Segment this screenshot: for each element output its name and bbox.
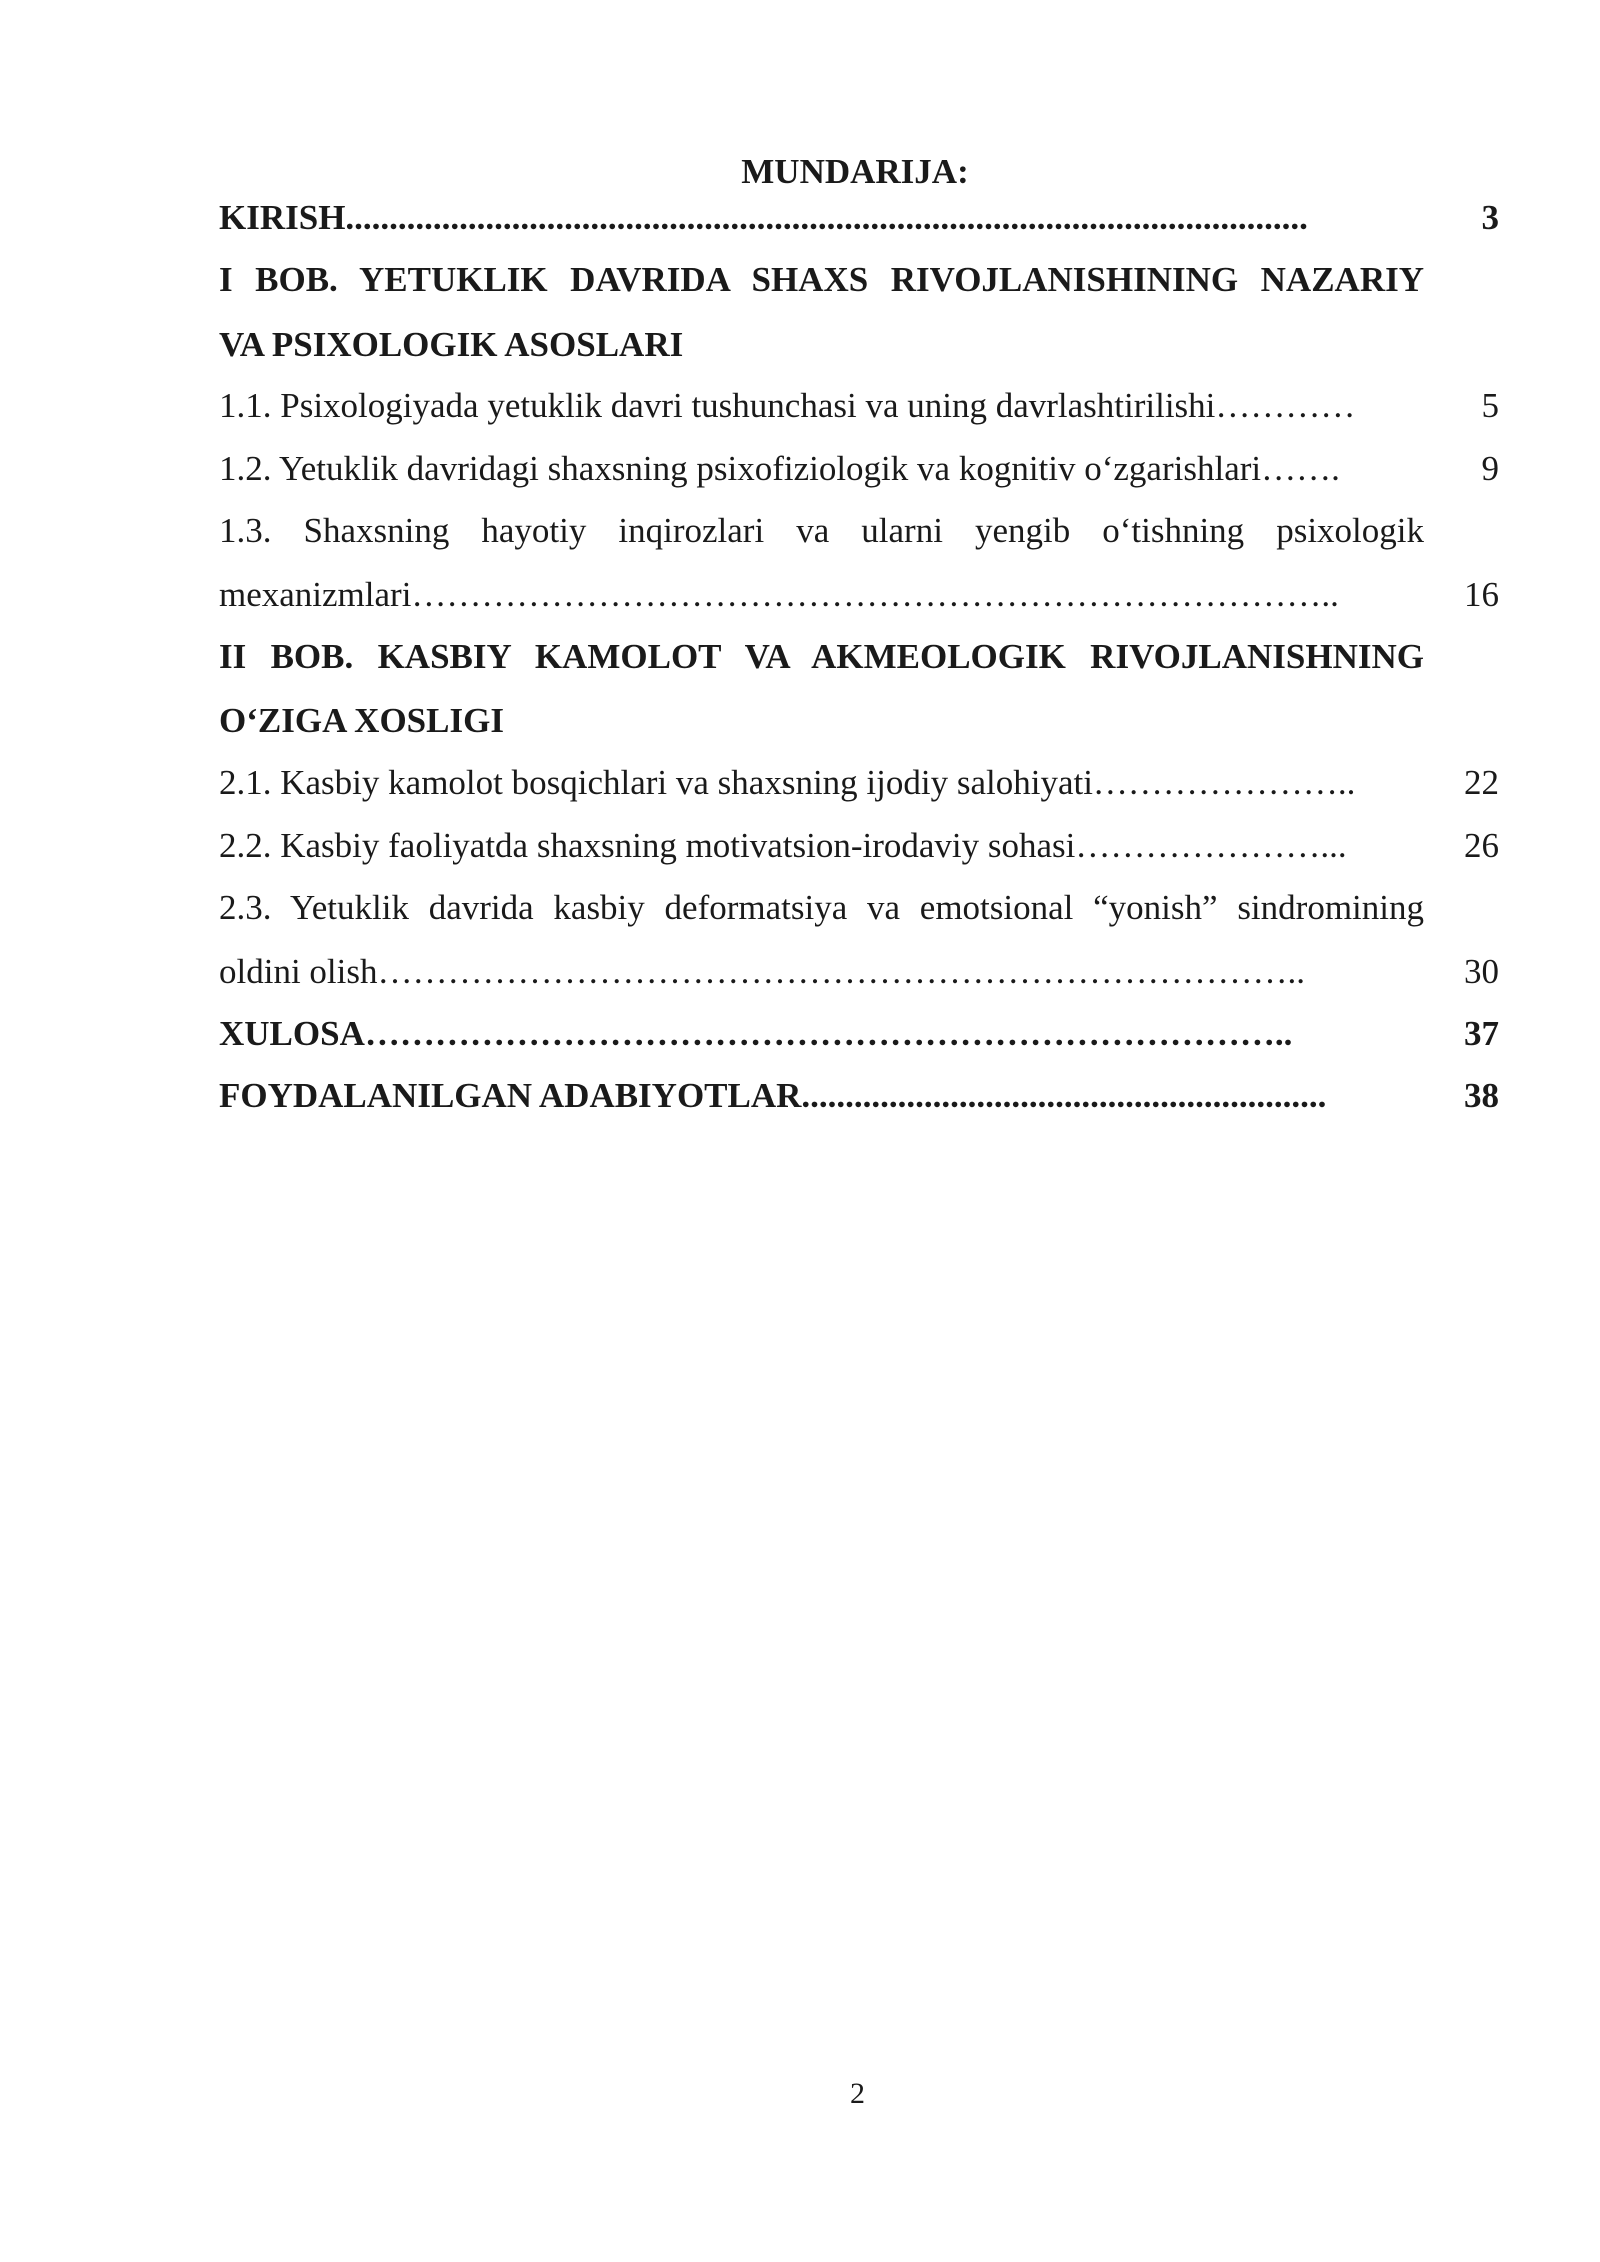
page-number: 2 <box>850 2077 865 2110</box>
toc-heading-chapter-1-line-2[interactable] <box>219 323 1499 367</box>
toc-entry-page: 5 <box>1481 386 1499 425</box>
toc-entry-text: FOYDALANILGAN ADABIYOTLAR............................................................ <box>219 1076 1327 1115</box>
toc-entry-text: 1.3. Shaxsning hayotiy inqirozlari va ularni yengib o‘tishning psixologik <box>219 511 1424 550</box>
toc-entry-text: oldini olish…………………………………………………………………….. <box>219 952 1305 991</box>
toc-entry-text: 1.1. Psixologiyada yetuklik davri tushunchasi va uning davrlashtirilishi………… <box>219 386 1356 425</box>
toc-entry-page: 16 <box>1464 575 1499 614</box>
toc-entry-1-1[interactable] <box>219 384 1499 428</box>
page-title: MUNDARIJA: <box>741 152 969 191</box>
toc-entry-page: 9 <box>1481 449 1499 488</box>
toc-entry-2-1[interactable] <box>219 761 1499 805</box>
toc-entry-text: O‘ZIGA XOSLIGI <box>219 701 504 740</box>
toc-entry-2-2[interactable] <box>219 824 1499 868</box>
toc-entry-text: mexanizmlari…………………………………………………………………….. <box>219 575 1339 614</box>
toc-entry-page: 38 <box>1464 1076 1499 1115</box>
toc-heading-chapter-2-line-1[interactable] <box>219 635 1499 679</box>
toc-entry-2-3-line-1[interactable] <box>219 886 1499 930</box>
toc-entry-text: I BOB. YETUKLIK DAVRIDA SHAXS RIVOJLANISHINING NAZARIY <box>219 260 1424 299</box>
toc-entry-text: XULOSA…………………………………………………………………….. <box>219 1014 1293 1053</box>
toc-entry-1-3-line-2[interactable] <box>219 573 1499 617</box>
toc-entry-kirish[interactable] <box>219 196 1499 240</box>
toc-heading-chapter-1-line-1[interactable] <box>219 258 1499 302</box>
toc-entry-text: 1.2. Yetuklik davridagi shaxsning psixofiziologik va kognitiv o‘zgarishlari……. <box>219 449 1340 488</box>
toc-heading-chapter-2-line-2[interactable] <box>219 699 1499 743</box>
toc-entry-text: VA PSIXOLOGIK ASOSLARI <box>219 325 684 364</box>
toc-entry-page: 26 <box>1464 826 1499 865</box>
toc-entry-1-3-line-1[interactable] <box>219 509 1499 553</box>
toc-entry-1-2[interactable] <box>219 447 1499 491</box>
toc-entry-text: II BOB. KASBIY KAMOLOT VA AKMEOLOGIK RIVOJLANISHNING <box>219 637 1424 676</box>
toc-entry-xulosa[interactable] <box>219 1012 1499 1056</box>
toc-entry-page: 3 <box>1481 198 1499 237</box>
toc-entry-page: 37 <box>1464 1014 1499 1053</box>
toc-entry-text: KIRISH.............................................................................................................. <box>219 198 1308 237</box>
toc-entry-page: 30 <box>1464 952 1499 991</box>
toc-entry-2-3-line-2[interactable] <box>219 950 1499 994</box>
toc-entry-adabiyotlar[interactable] <box>219 1074 1499 1118</box>
toc-entry-page: 22 <box>1464 763 1499 802</box>
toc-entry-text: 2.3. Yetuklik davrida kasbiy deformatsiya va emotsional “yonish” sindromining <box>219 888 1424 927</box>
toc-entry-text: 2.2. Kasbiy faoliyatda shaxsning motivatsion-irodaviy sohasi…………………... <box>219 826 1347 865</box>
toc-entry-text: 2.1. Kasbiy kamolot bosqichlari va shaxsning ijodiy salohiyati………………….. <box>219 763 1356 802</box>
